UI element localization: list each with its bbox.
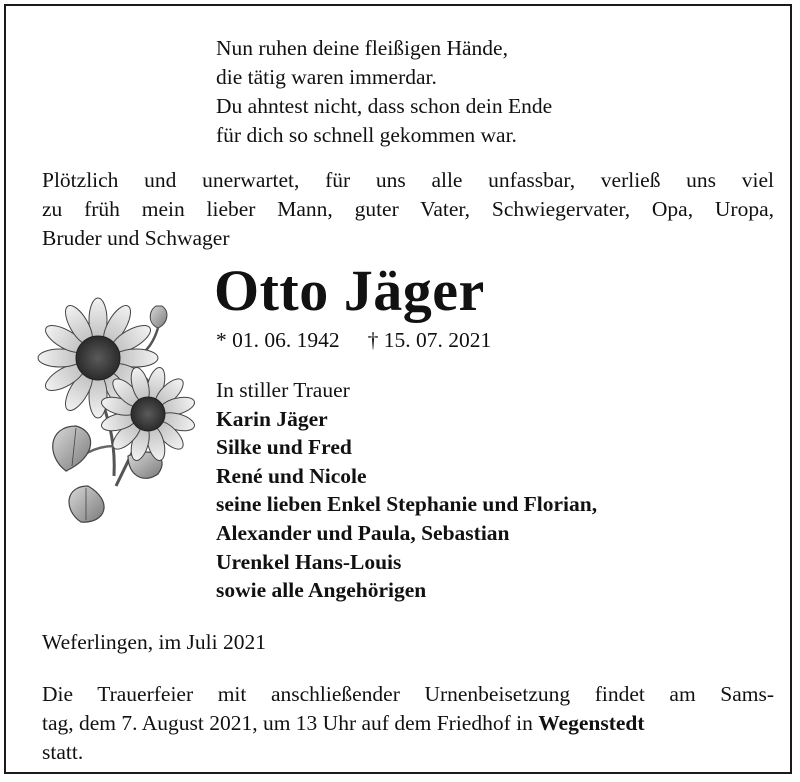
poem-line: Du ahntest nicht, dass schon dein Ende: [216, 94, 553, 118]
poem-line: für dich so schnell gekommen war.: [216, 123, 517, 147]
mourners-block: [216, 376, 597, 605]
poem: [216, 34, 552, 150]
intro-line: Plötzlich und unerwartet, für uns alle unfassbar, verließ uns viel: [42, 168, 774, 192]
poem-line: die tätig waren immerdar.: [216, 65, 437, 89]
mourner-line: sowie alle Angehörigen: [216, 578, 427, 603]
birth-date: * 01. 06. 1942: [216, 328, 340, 352]
deceased-name: Otto Jäger: [214, 258, 485, 323]
funeral-line: [42, 709, 774, 738]
mourning-intro: In stiller Trauer: [216, 378, 350, 402]
intro-line: zu früh mein lieber Mann, guter Vater, Schwiegervater, Opa, Uropa,: [42, 197, 774, 221]
mourner-line: Silke und Fred: [216, 435, 352, 460]
mourner-line: seine lieben Enkel Stephanie und Florian,: [216, 492, 598, 517]
sunflower-icon: [36, 296, 196, 526]
poem-line: Nun ruhen deine fleißigen Hände,: [216, 36, 508, 60]
mourner-line: Urenkel Hans-Louis: [216, 549, 402, 574]
funeral-location: Wegenstedt: [538, 711, 645, 735]
funeral-line: statt.: [42, 740, 84, 764]
death-date: † 15. 07. 2021: [367, 328, 492, 352]
place-date: Weferlingen, im Juli 2021: [42, 630, 266, 654]
intro-line: Bruder und Schwager: [42, 226, 230, 250]
funeral-info: [42, 680, 774, 767]
mourner-line: René und Nicole: [216, 463, 367, 488]
life-dates: [216, 326, 491, 354]
funeral-line-text: tag, dem 7. August 2021, um 13 Uhr auf dem Friedhof in: [42, 711, 539, 735]
intro-text: [42, 166, 774, 253]
mourner-line: Karin Jäger: [216, 406, 328, 431]
mourner-line: Alexander und Paula, Sebastian: [216, 520, 510, 545]
funeral-line: Die Trauerfeier mit anschließender Urnenbeisetzung findet am Sams-: [42, 682, 774, 706]
obituary-frame: [4, 4, 792, 774]
